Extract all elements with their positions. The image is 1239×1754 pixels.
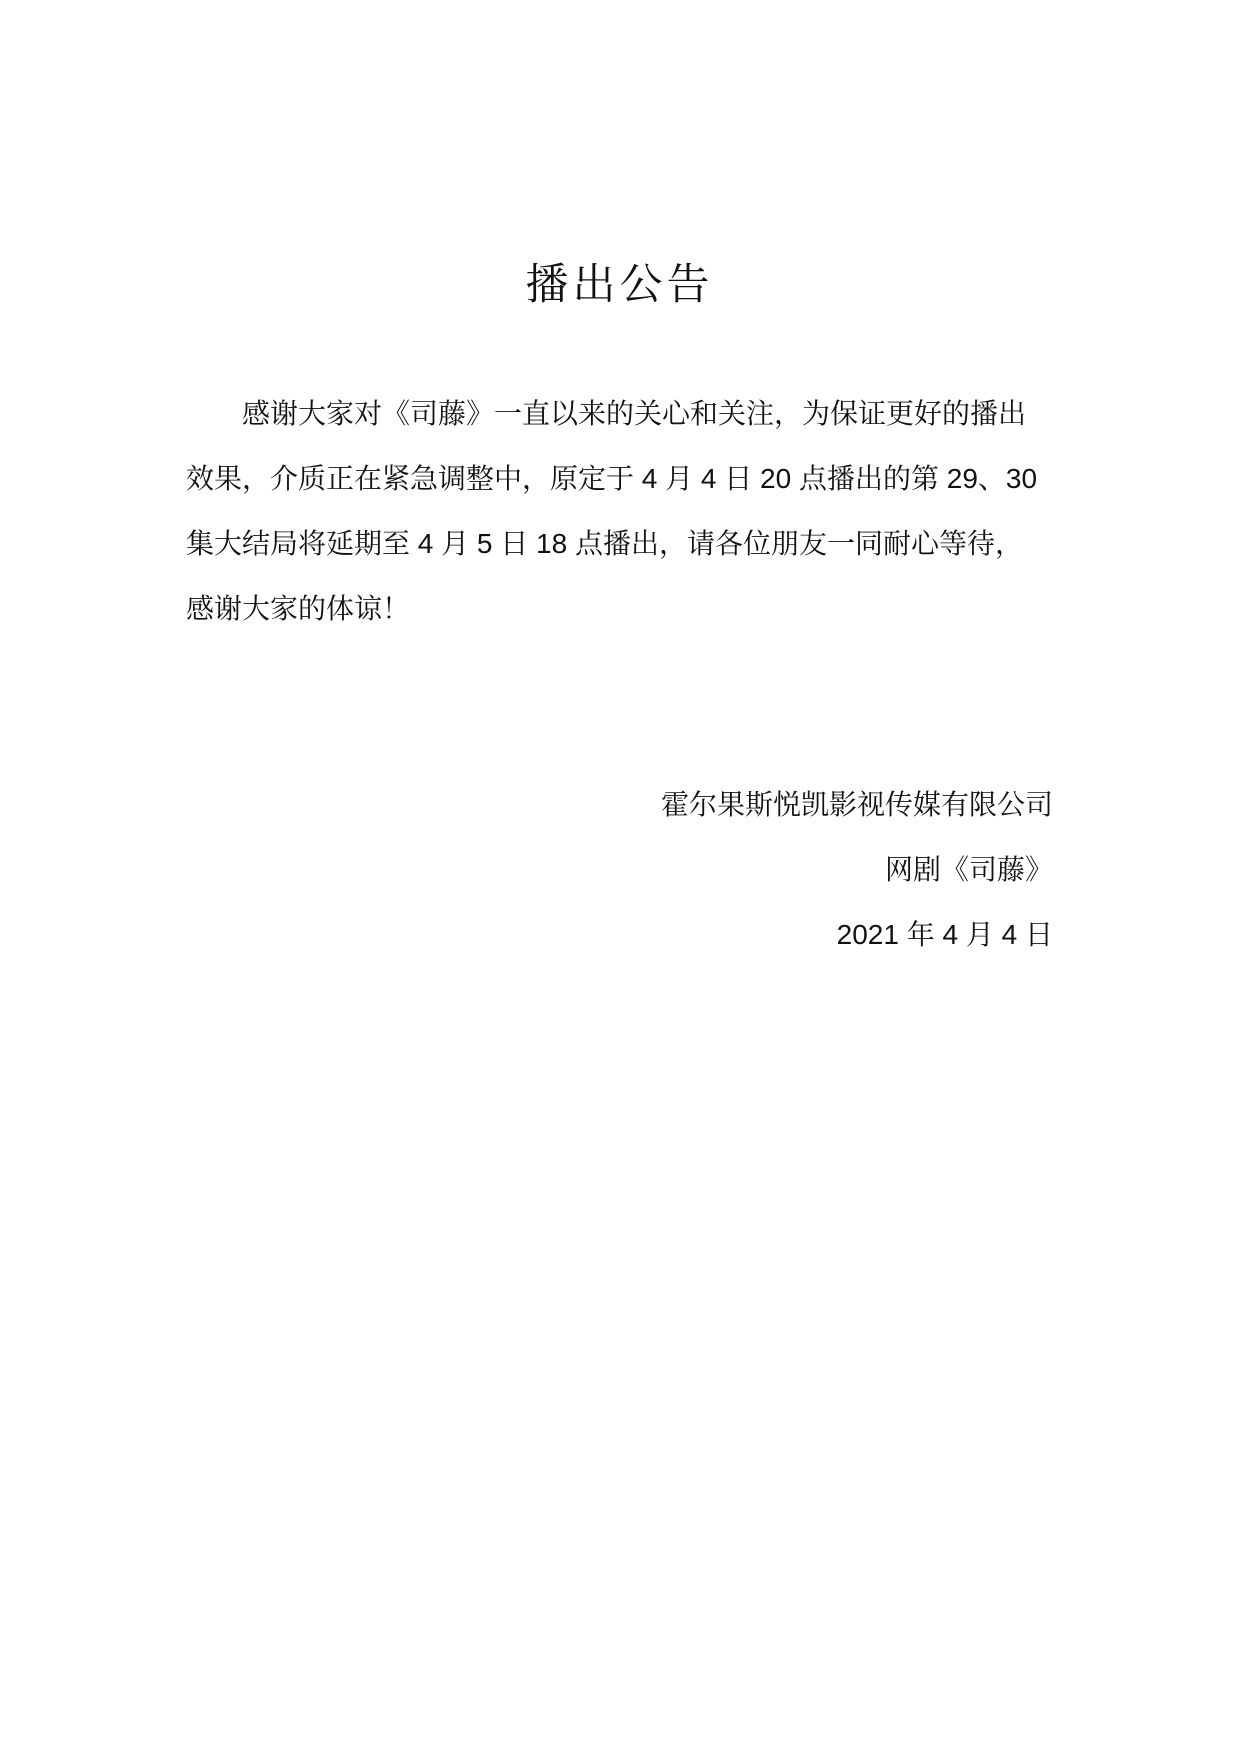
signature-company: 霍尔果斯悦凯影视传媒有限公司 [660,789,1053,820]
signature-production: 网剧《司藤》 [884,854,1053,885]
announcement-paragraph [186,381,1053,641]
signature-date: 2021 年 4 月 4 日 [836,919,1053,950]
paragraph-line: 集大结局将延期至 4 月 5 日 18 点播出，请各位朋友一同耐心等待， [186,528,1023,559]
document-title: 播出公告 [525,262,714,309]
paragraph-line: 感谢大家对《司藤》一直以来的关心和关注，为保证更好的播出 [242,398,1027,429]
paragraph-line: 感谢大家的体谅！ [186,593,411,624]
paragraph-line: 效果，介质正在紧急调整中，原定于 4 月 4 日 20 点播出的第 29、30 [186,463,1038,494]
signature-block [186,772,1053,967]
